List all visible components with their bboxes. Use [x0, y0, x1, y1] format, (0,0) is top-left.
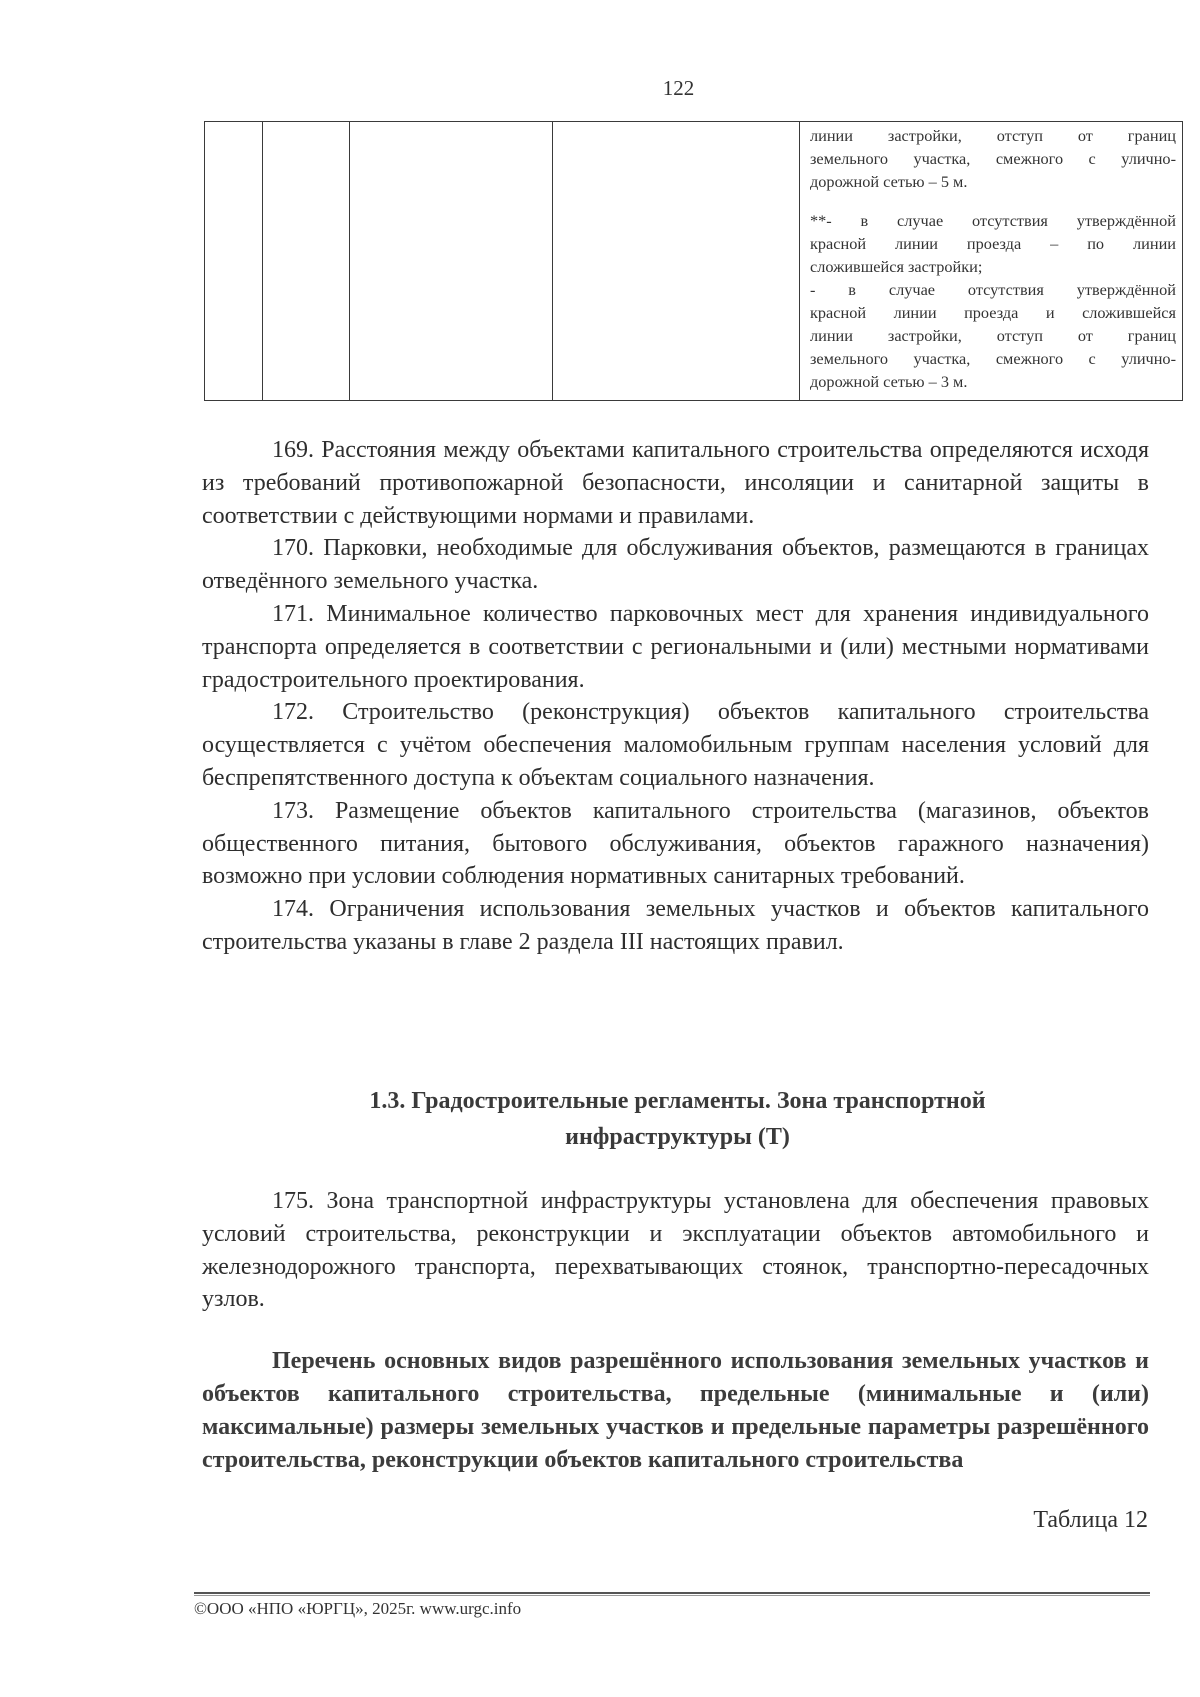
cell-line: земельного участка, смежного с улично-	[810, 349, 1176, 368]
cell-line: дорожной сетью – 3 м.	[810, 372, 968, 391]
paragraph: 172. Строительство (реконструкция) объектов капитального строительства осуществляется с учётом обеспечения маломобильным группам населения условий для беспрепятственного доступа к объектам социального назначения.	[202, 699, 1149, 791]
table-cell-3	[350, 122, 553, 401]
table-cell-5	[800, 122, 1183, 401]
cell-line: линии застройки, отступ от границ	[810, 326, 1176, 345]
cell-line: - в случае отсутствия утверждённой	[810, 280, 1176, 299]
paragraphs-block-2	[202, 1185, 1149, 1316]
cell-text-part2	[810, 209, 1176, 393]
cell-text	[800, 122, 1182, 393]
footer-rule-thin	[194, 1595, 1150, 1596]
cell-line: линии застройки, отступ от границ	[810, 126, 1176, 145]
paragraph: 169. Расстояния между объектами капитального строительства определяются исходя из требований противопожарной безопасности, инсоляции и санитарной защиты в соответствии с действующими нормами и правилами.	[202, 437, 1149, 529]
footer-copyright: ©ООО «НПО «ЮРГЦ», 2025г. www.urgc.info	[194, 1599, 522, 1618]
footer-rule	[194, 1592, 1150, 1594]
cell-line: сложившейся застройки;	[810, 257, 983, 276]
page-number: 122	[662, 76, 695, 100]
cell-line: земельного участка, смежного с улично-	[810, 149, 1176, 168]
section-heading: 1.3. Градостроительные регламенты. Зона транспортной инфраструктуры (Т)	[369, 1088, 986, 1150]
cell-line: красной линии проезда и сложившейся	[810, 303, 1176, 322]
cell-line: красной линии проезда – по линии	[810, 234, 1176, 253]
paragraph: 171. Минимальное количество парковочных мест для хранения индивидуального транспорта определяется в соответствии с региональными и (или) местными нормативами градостроительного проектирования.	[202, 600, 1149, 693]
table-cell-1	[205, 122, 263, 401]
paragraph: 170. Парковки, необходимые для обслуживания объектов, размещаются в границах отведённого земельного участка.	[202, 535, 1149, 595]
paragraph: 174. Ограничения использования земельных участков и объектов капитального строительства указаны в главе 2 раздела III настоящих правил.	[202, 896, 1149, 955]
cell-line: дорожной сетью – 5 м.	[810, 172, 968, 191]
paragraph: 173. Размещение объектов капитального строительства (магазинов, объектов общественного питания, бытового обслуживания, объектов гаражного назначения) возможно при условии соблюдения нормативных санитарных требований.	[202, 797, 1149, 890]
cell-text-part1	[810, 124, 1176, 193]
table-title: Перечень основных видов разрешённого использования земельных участков и объектов капитального строительства, предельные (минимальные и (или) максимальные) размеры земельных участков и предельные параметры разрешённого строительства, реконструкции объектов капитального строительства	[202, 1348, 1149, 1473]
table-cell-4	[553, 122, 800, 401]
table-cell-2	[263, 122, 350, 401]
table-row	[205, 122, 1183, 401]
paragraph: 175. Зона транспортной инфраструктуры установлена для обеспечения правовых условий строительства, реконструкции и эксплуатации объектов автомобильного и железнодорожного транспорта, перехватывающих стоянок, транспортно-пересадочных узлов.	[202, 1188, 1149, 1313]
continued-table	[204, 121, 1183, 401]
cell-line: **- в случае отсутствия утверждённой	[810, 211, 1176, 230]
table-label: Таблица 12	[1033, 1507, 1148, 1533]
paragraphs-block-1	[202, 434, 1149, 959]
